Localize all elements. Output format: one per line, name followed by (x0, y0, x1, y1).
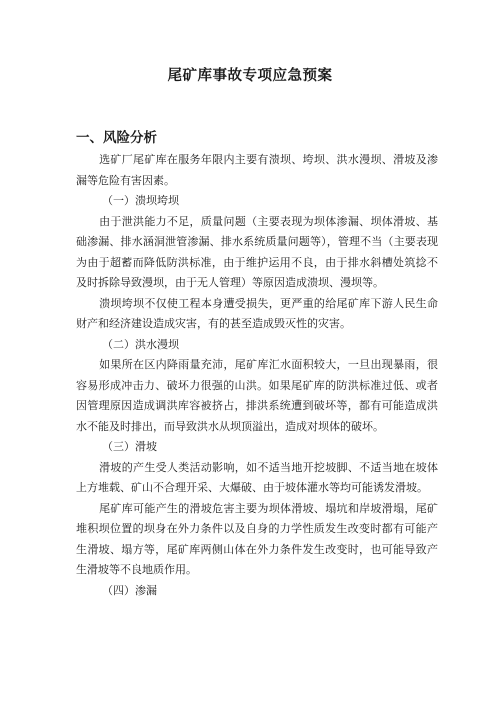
landslide-paragraph-1: 滑坡的产生受人类活动影响，如不适当地开挖坡脚、不适当地在坡体上方堆载、矿山不合理开采、大爆破、由于坡体灌水等均可能诱发滑坡。 (76, 460, 438, 494)
document-title: 尾矿库事故专项应急预案 (167, 68, 333, 84)
dam-break-paragraph-2: 溃坝垮坝不仅使工程本身遭受损失，更严重的给尾矿库下游人民生命财产和经济建设造成灾害，有的甚至造成毁灭性的灾害。 (76, 296, 438, 330)
subheading-seepage: （四）渗漏 (102, 583, 157, 597)
dam-break-paragraph-1: 由于泄洪能力不足，质量问题（主要表现为坝体渗漏、坝体滑坡、基础渗漏、排水涵洞泄管渗漏、排水系统质量问题等），管理不当（主要表现为由于超蓄而降低防洪标准，由于维护运用不良，由于排水斜槽处筑捻不及时拆除导致漫坝，由于无人管理）等原因造成溃坝、漫坝等。 (76, 214, 438, 289)
subheading-dam-break: （一）溃坝垮坝 (102, 194, 179, 207)
section-heading-risk-analysis: 一、风险分析 (76, 130, 157, 146)
intro-paragraph: 选矿厂尾矿库在服务年限内主要有溃坝、垮坝、洪水漫坝、滑坡及渗漏等危险有害因素。 (76, 153, 438, 187)
subheading-landslide: （三）滑坡 (102, 440, 157, 453)
flood-paragraph-1: 如果所在区内降雨量充沛，尾矿库汇水面积较大，一旦出现暴雨，很容易形成冲击力、破坏力很强的山洪。如果尾矿库的防洪标准过低、或者因管理原因造成调洪库容被挤占，排洪系统遭到破坏等，都有可能造成洪水不能及时排出，而导致洪水从坝顶溢出，造成对坝体的破坏。 (76, 358, 438, 433)
document-body (76, 150, 438, 601)
subheading-flood-overtopping: （二）洪水漫坝 (102, 337, 179, 351)
landslide-paragraph-2: 尾矿库可能产生的滑坡危害主要为坝体滑坡、塌坑和岸坡滑塌，尾矿堆积坝位置的坝身在外力条件以及自身的力学性质发生改变时都有可能产生滑坡、塌方等，尾矿库两侧山体在外力条件发生改变时，也可能导致产生滑坡等不良地质作用。 (76, 501, 438, 576)
